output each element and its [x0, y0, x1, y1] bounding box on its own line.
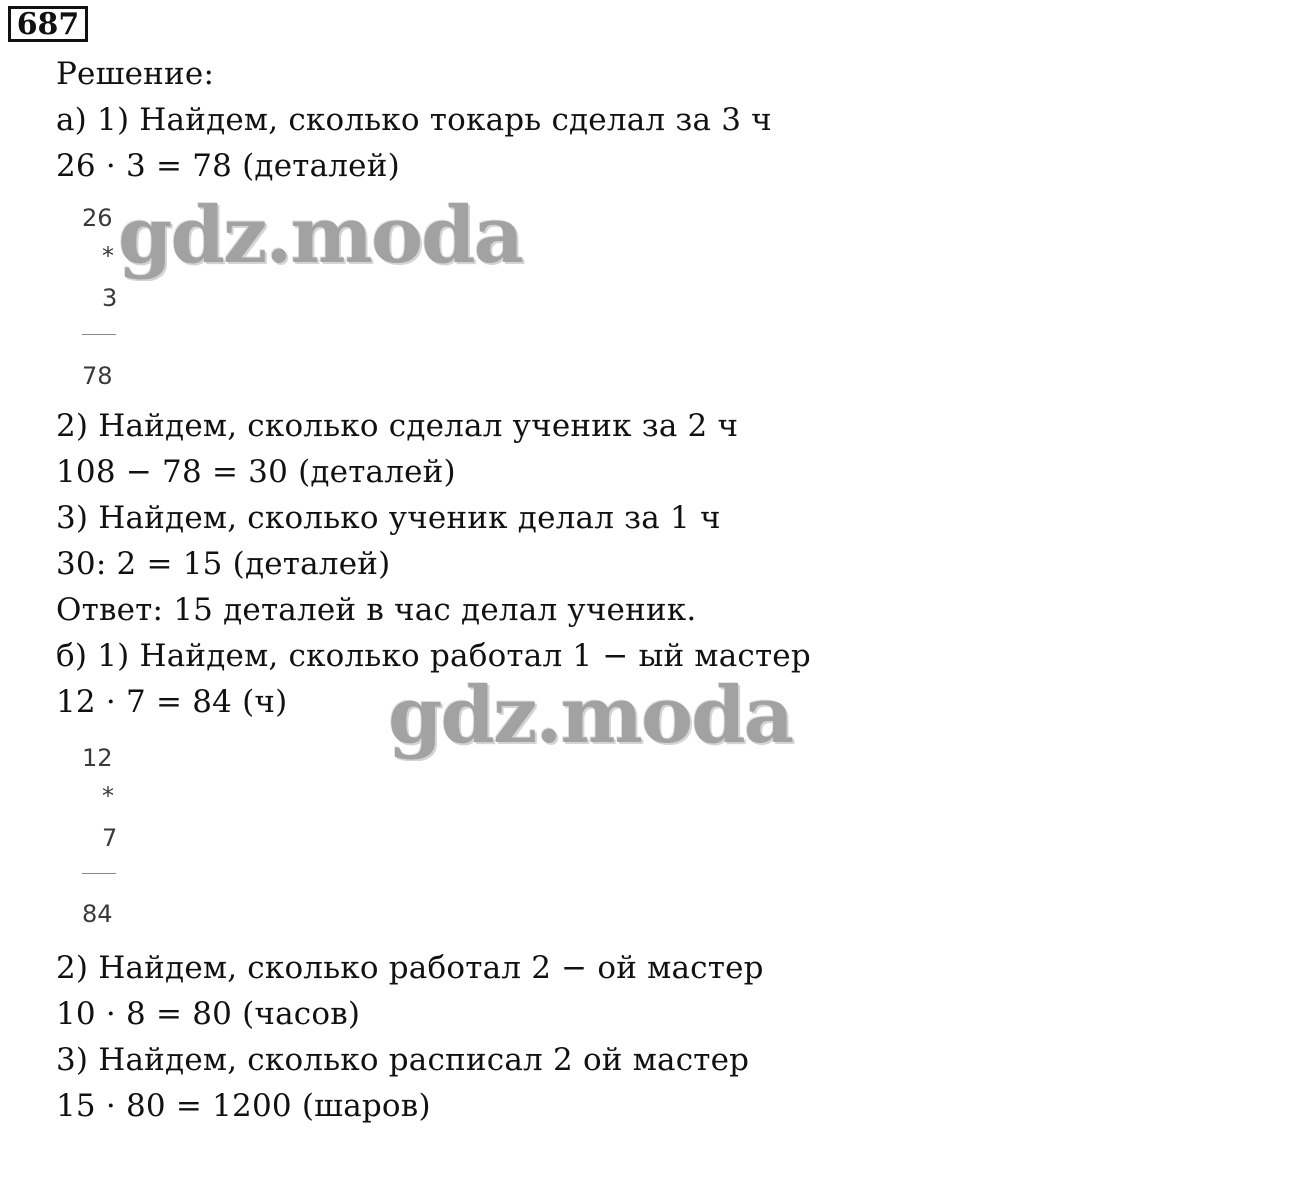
step-a1-text: а) 1) Найдем, сколько токарь сделал за 3 ч — [56, 102, 772, 138]
calc-a-divider — [82, 334, 116, 335]
watermark-middle: gdz.moda — [388, 670, 793, 761]
step-b2-text: 2) Найдем, сколько работал 2 − ой мастер — [56, 950, 764, 986]
problem-number: 687 — [8, 6, 88, 42]
answer-a: Ответ: 15 деталей в час делал ученик. — [56, 592, 697, 628]
calc-b-top: 12 — [82, 744, 113, 772]
step-a1-formula: 26 · 3 = 78 (деталей) — [56, 148, 400, 184]
solution-heading: Решение: — [56, 56, 215, 92]
calc-a-result: 78 — [82, 362, 113, 390]
step-b1-text: б) 1) Найдем, сколько работал 1 − ый мастер — [56, 638, 811, 674]
step-b3-formula: 15 · 80 = 1200 (шаров) — [56, 1088, 431, 1124]
calc-a-op: * — [102, 242, 114, 270]
watermark-top: gdz.moda — [118, 190, 523, 281]
step-a2-formula: 108 − 78 = 30 (деталей) — [56, 454, 456, 490]
step-b3-text: 3) Найдем, сколько расписал 2 ой мастер — [56, 1042, 750, 1078]
step-a3-formula: 30: 2 = 15 (деталей) — [56, 546, 391, 582]
step-a3-text: 3) Найдем, сколько ученик делал за 1 ч — [56, 500, 721, 536]
step-b1-formula: 12 · 7 = 84 (ч) — [56, 684, 288, 720]
calc-b-op: * — [102, 782, 114, 810]
calc-b-result: 84 — [82, 900, 113, 928]
step-b2-formula: 10 · 8 = 80 (часов) — [56, 996, 361, 1032]
calc-a-top: 26 — [82, 204, 113, 232]
calc-b-divider — [82, 873, 116, 874]
step-a2-text: 2) Найдем, сколько сделал ученик за 2 ч — [56, 408, 739, 444]
calc-b-bottom: 7 — [102, 824, 118, 852]
calc-a-bottom: 3 — [102, 284, 118, 312]
